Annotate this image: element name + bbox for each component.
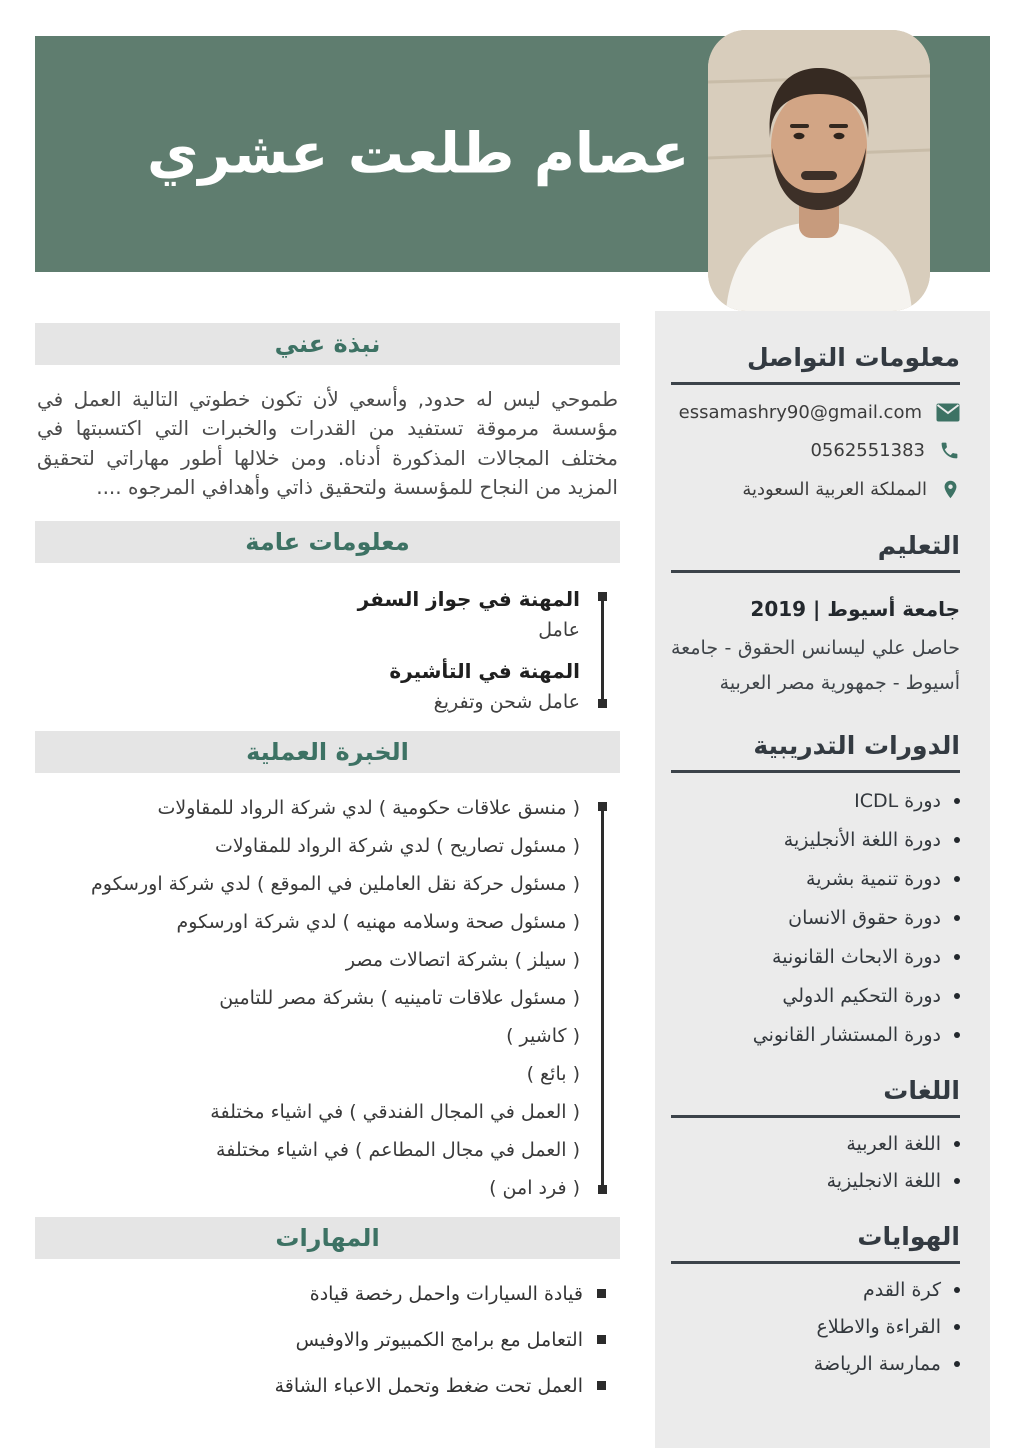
contact-phone-row [671, 440, 960, 461]
experience-list [35, 797, 620, 1199]
course-label: دورة حقوق الانسان [788, 907, 941, 930]
education-school: جامعة أسيوط | 2019 [750, 597, 960, 621]
courses-section-title: الدورات التدريبية [671, 731, 960, 773]
list-item [671, 1279, 960, 1301]
timeline-line [601, 802, 604, 1194]
phone-icon [939, 440, 960, 461]
envelope-icon [936, 403, 960, 422]
main-column [35, 311, 620, 1448]
general-info-block [35, 587, 620, 713]
experience-item: ( مسئول حركة نقل العاملين في الموقع ) لدي شركة اورسكوم [90, 872, 580, 895]
sidebar [655, 311, 990, 1448]
contact-email-row [671, 402, 960, 423]
language-label: اللغة العربية [846, 1133, 941, 1156]
skill-label: العمل تحت ضغط وتحمل الاعباء الشاقة [274, 1374, 583, 1397]
bullet-icon [954, 1287, 960, 1293]
about-section-title: نبذة عني [274, 330, 381, 358]
skill-item [35, 1283, 620, 1305]
content-area [0, 311, 1024, 1448]
experience-item: ( بائع ) [526, 1062, 580, 1085]
education-section-title: التعليم [671, 531, 960, 573]
profile-photo [708, 30, 930, 311]
square-bullet-icon [597, 1335, 606, 1344]
experience-item: ( العمل في المجال الفندقي ) في اشياء مختلفة [210, 1100, 580, 1123]
experience-item: ( العمل في مجال المطاعم ) في اشياء مختلفة [216, 1138, 580, 1161]
course-label: دورة اللغة الأنجليزية [783, 829, 941, 852]
skill-item [35, 1375, 620, 1397]
courses-list [671, 790, 960, 1046]
square-bullet-icon [597, 1381, 606, 1390]
info-value: عامل شحن وتفريغ [433, 690, 580, 713]
bullet-icon [954, 915, 960, 921]
education-degree: حاصل علي ليسانس الحقوق - جامعة أسيوط - جمهورية مصر العربية [671, 637, 960, 695]
hobby-label: القراءة والاطلاع [816, 1316, 941, 1339]
list-item [671, 1024, 960, 1046]
experience-item: ( كاشير ) [506, 1024, 580, 1047]
skills-section-title: المهارات [275, 1223, 380, 1252]
list-item [671, 1353, 960, 1375]
list-item [671, 1316, 960, 1338]
hobby-label: كرة القدم [863, 1279, 941, 1302]
bullet-icon [954, 876, 960, 882]
course-label: دورة تنمية بشرية [806, 868, 941, 891]
language-label: اللغة الانجليزية [826, 1170, 941, 1193]
info-label: المهنة في التأشيرة [389, 658, 580, 683]
general-info-section-title: معلومات عامة [245, 527, 410, 556]
about-text: طموحي ليس له حدود, وأسعي لأن تكون خطوتي التالية العمل في مؤسسة مرموقة تستفيد من القدرات والخبرات التي اكتسبتها في مختلف المجالات المذكورة أدناه. ومن خلالها أطور مهاراتي لتحقيق المزيد من النجاح للمؤسسة ولتحقيق ذاتي وأهدافي المرجوه .... [37, 387, 618, 500]
bullet-icon [954, 798, 960, 804]
experience-item: ( مسئول صحة وسلامه مهنيه ) لدي شركة اورسكوم [176, 910, 580, 933]
location-pin-icon [941, 478, 960, 501]
skill-label: قيادة السيارات واحمل رخصة قيادة [309, 1282, 583, 1305]
skill-item [35, 1329, 620, 1351]
email-value: essamashry90@gmail.com [678, 402, 922, 423]
hobbies-section-title: الهوايات [671, 1222, 960, 1264]
list-item [671, 907, 960, 929]
hobby-label: ممارسة الرياضة [813, 1353, 941, 1376]
bullet-icon [954, 1178, 960, 1184]
bullet-icon [954, 837, 960, 843]
square-bullet-icon [597, 1289, 606, 1298]
about-section-bar [35, 323, 620, 365]
languages-list [671, 1133, 960, 1192]
info-value: عامل [538, 618, 580, 641]
bullet-icon [954, 954, 960, 960]
person-name: عصام طلعت عشري [147, 121, 690, 187]
experience-item: ( مسئول علاقات تامينيه ) بشركة مصر للتامين [219, 986, 580, 1009]
experience-item: ( منسق علاقات حكومية ) لدي شركة الرواد للمقاولات [157, 796, 580, 819]
skill-label: التعامل مع برامج الكمبيوتر والاوفيس [295, 1328, 583, 1351]
location-value: المملكة العربية السعودية [742, 479, 927, 500]
contact-location-row [671, 478, 960, 501]
skills-list [35, 1283, 620, 1397]
hobbies-list [671, 1279, 960, 1375]
list-item [671, 985, 960, 1007]
list-item [671, 1170, 960, 1192]
experience-item: ( مسئول تصاريح ) لدي شركة الرواد للمقاولات [215, 834, 580, 857]
contact-section-title: معلومات التواصل [671, 343, 960, 385]
course-label: دورة المستشار القانوني [752, 1024, 941, 1047]
course-label: دورة الابحاث القانونية [772, 946, 941, 969]
experience-item: ( سيلز ) بشركة اتصالات مصر [345, 948, 580, 971]
list-item [671, 946, 960, 968]
experience-section-title: الخبرة العملية [246, 737, 409, 766]
list-item [671, 1133, 960, 1155]
info-label: المهنة في جواز السفر [357, 586, 580, 611]
phone-value: 0562551383 [810, 440, 925, 461]
bullet-icon [954, 1141, 960, 1147]
profile-photo-placeholder [708, 30, 930, 311]
experience-item: ( فرد امن ) [489, 1176, 580, 1199]
bullet-icon [954, 1324, 960, 1330]
timeline-line [601, 592, 604, 708]
list-item [671, 790, 960, 812]
skills-section-bar [35, 1217, 620, 1259]
languages-section-title: اللغات [671, 1076, 960, 1118]
course-label: دورة التحكيم الدولي [782, 985, 941, 1008]
general-info-section-bar [35, 521, 620, 563]
list-item [671, 829, 960, 851]
bullet-icon [954, 1032, 960, 1038]
list-item [671, 868, 960, 890]
bullet-icon [954, 993, 960, 999]
bullet-icon [954, 1361, 960, 1367]
course-label: دورة ICDL [854, 790, 941, 813]
experience-section-bar [35, 731, 620, 773]
